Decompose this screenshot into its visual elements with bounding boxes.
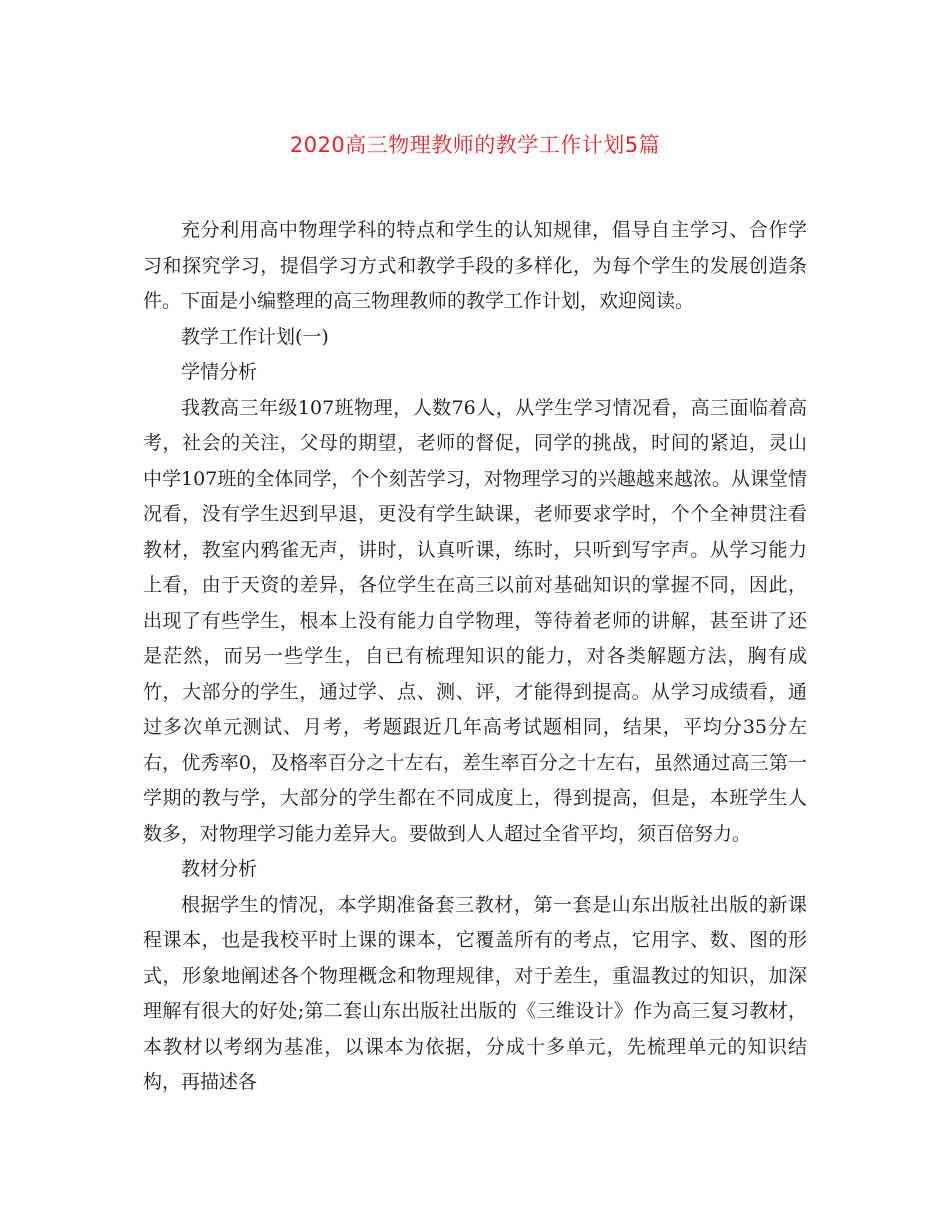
document-title: 2020高三物理教师的教学工作计划5篇: [289, 133, 661, 157]
intro-paragraph: 充分利用高中物理学科的特点和学生的认知规律，倡导自主学习、合作学习和探究学习，提倡学习方式和教学手段的多样化，为每个学生的发展创造条件。下面是小编整理的高三物理教师的教学工作计划，欢迎阅读。: [143, 219, 807, 312]
section-heading-student-analysis: 学情分析: [181, 361, 258, 383]
student-analysis-paragraph: 我教高三年级107班物理，人数76人，从学生学习情况看，高三面临着高考，社会的关注，父母的期望，老师的督促，同学的挑战，时间的紧迫，灵山中学107班的全体同学，个个刻苦学习，对物理学习的兴趣越来越浓。从课堂情况看，没有学生迟到早退，更没有学生缺课，老师要求学时，个个全神贯注看教材，教室内鸦雀无声，讲时，认真听课，练时，只听到写字声。从学习能力上看，由于天资的差异，各位学生在高三以前对基础知识的掌握不同，因此，出现了有些学生，根本上没有能力自学物理，等待着老师的讲解，甚至讲了还是茫然，而另一些学生，自已有梳理知识的能力，对各类解题方法，胸有成竹，大部分的学生，通过学、点、测、评，才能得到提高。从学习成绩看，通过多次单元测试、月考，考题跟近几年高考试题相同，结果，平均分35分左右，优秀率0，及格率百分之十左右，差生率百分之十左右，虽然通过高三第一学期的教与学，大部分的学生都在不同成度上，得到提高，但是，本班学生人数多，对物理学习能力差异大。要做到人人超过全省平均，须百倍努力。: [143, 396, 807, 845]
section-heading-textbook-analysis: 教材分析: [181, 858, 258, 880]
section-heading-plan-1: 教学工作计划(一): [181, 325, 329, 348]
textbook-analysis-paragraph: 根据学生的情况，本学期准备套三教材，第一套是山东出版社出版的新课程课本，也是我校平时上课的课本，它覆盖所有的考点，它用字、数、图的形式，形象地阐述各个物理概念和物理规律，对于差生，重温教过的知识，加深理解有很大的好处;第二套山东出版社出版的《三维设计》作为高三复习教材，本教材以考纲为基准，以课本为依据，分成十多单元，先梳理单元的知识结构，再描述各: [143, 893, 807, 1093]
document-body: [143, 213, 807, 1101]
